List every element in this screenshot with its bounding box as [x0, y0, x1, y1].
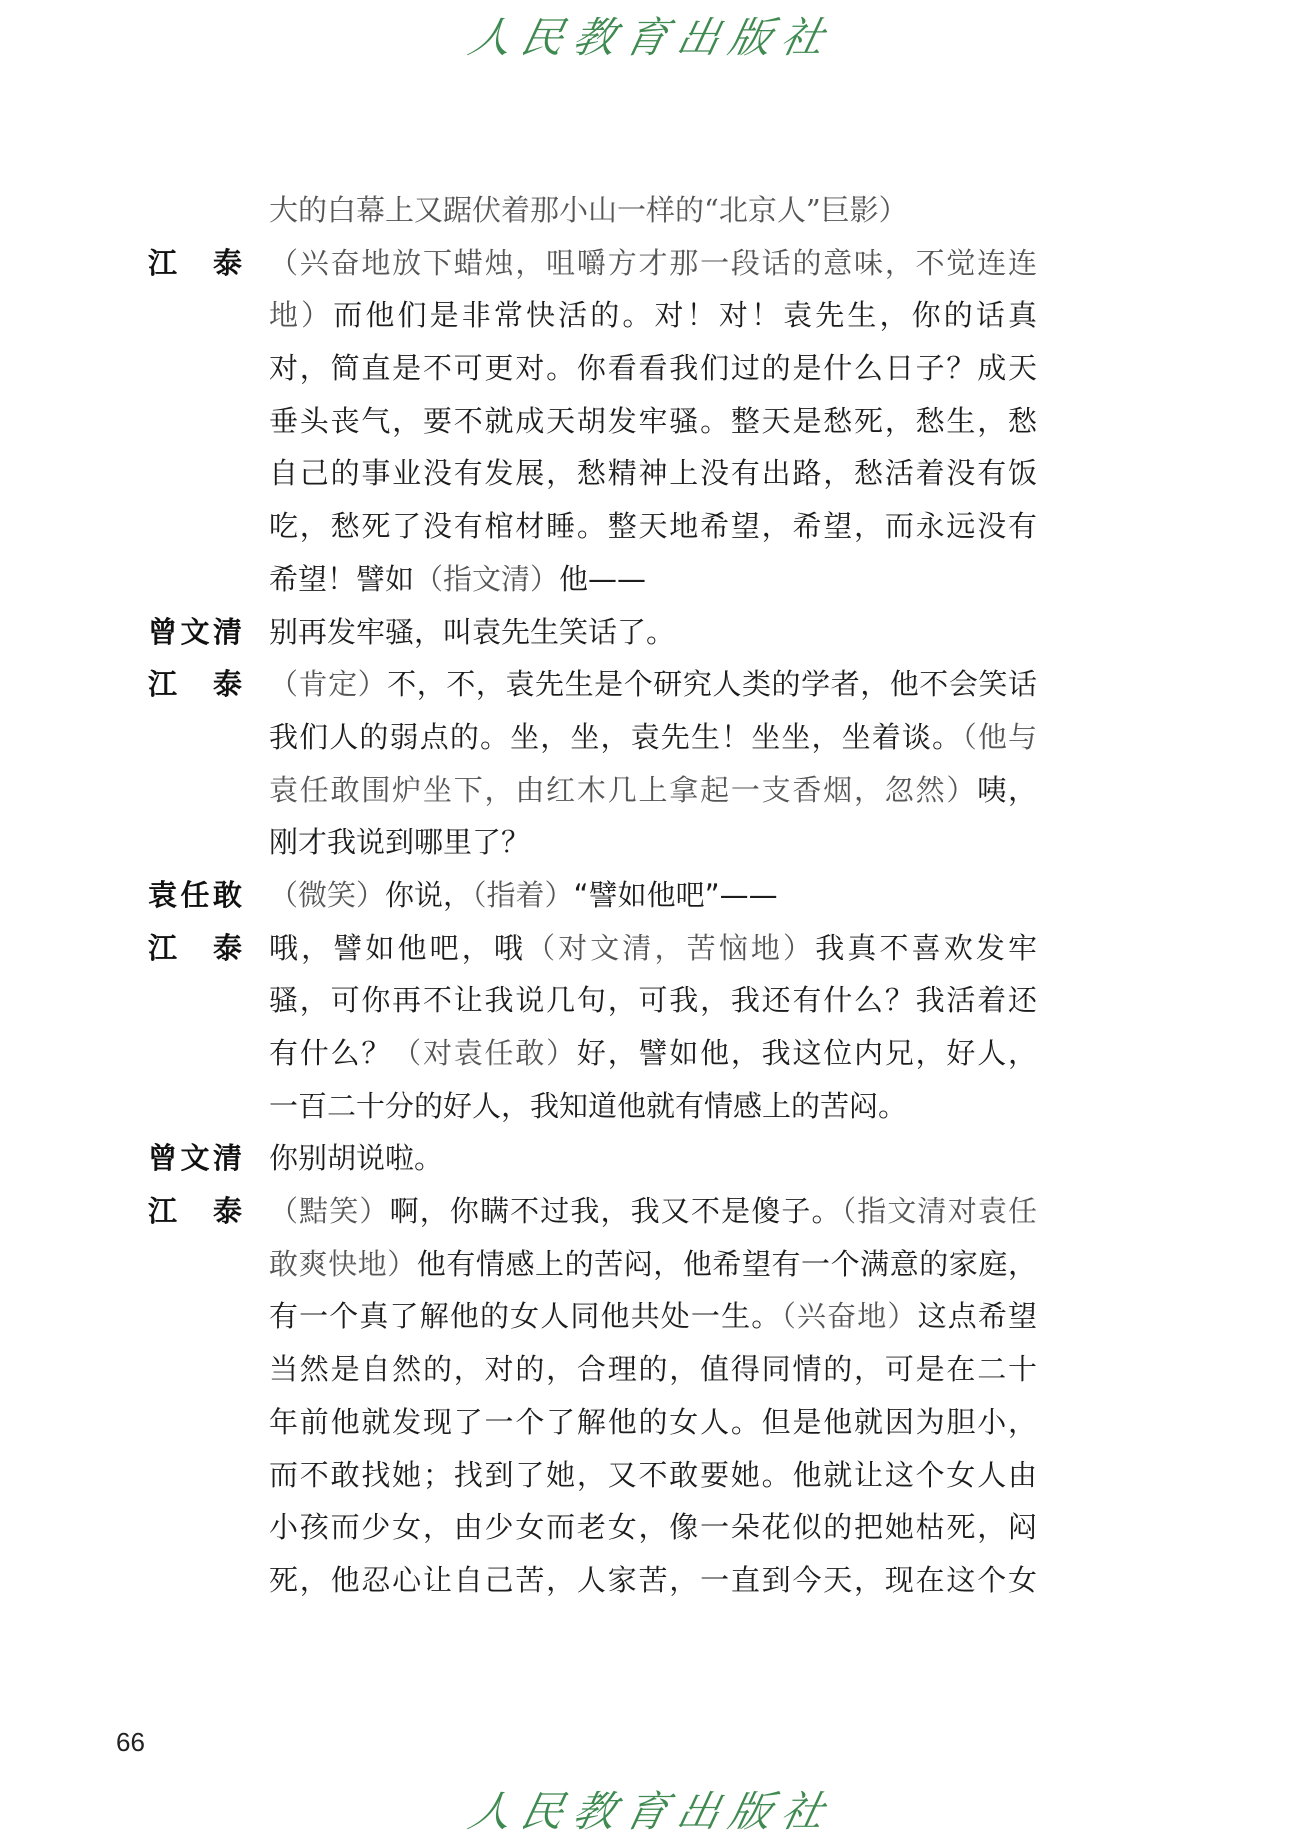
stage-direction: 地）	[269, 298, 334, 333]
text-line	[269, 500, 1037, 553]
speech-text: 而他们是非常快活的。对！对！袁先生，你的话真	[333, 298, 1037, 333]
dialogue-block	[148, 606, 1037, 659]
dialogue-lines	[269, 1132, 1037, 1185]
text-line	[269, 606, 1037, 659]
text-line	[269, 395, 1037, 448]
stage-direction: （对文清，苦恼地）	[526, 930, 816, 965]
dialogue-lines	[269, 658, 1037, 869]
stage-direction: （指文清对袁任	[841, 1194, 1037, 1229]
speech-text: 这点希望	[917, 1299, 1037, 1334]
speech-text: 我真不喜欢发牢	[815, 930, 1037, 965]
stage-direction: （兴奋地放下蜡烛，咀嚼方才那一段话的意味，不觉连连	[269, 245, 1037, 280]
text-line	[269, 658, 1037, 711]
speaker-name: 江 泰	[148, 930, 242, 965]
speech-text: 啊，你瞒不过我，我又不是傻子。	[389, 1194, 842, 1229]
text-line	[269, 1132, 1037, 1185]
speaker-name: 江 泰	[148, 667, 242, 702]
speech-text: 死，他忍心让自己苦，人家苦，一直到今天，现在这个女	[269, 1562, 1037, 1597]
speech-text: 自己的事业没有发展，愁精神上没有出路，愁活着没有饭	[269, 456, 1037, 491]
text-line	[269, 869, 1037, 922]
dialogue-lines	[269, 922, 1037, 1133]
text-line	[269, 237, 1037, 290]
text-line	[269, 1501, 1037, 1554]
speech-text: 哦，譬如他吧，哦	[269, 930, 527, 965]
speech-text: 他有情感上的苦闷，他希望有一个满意的家庭，	[416, 1246, 1037, 1281]
speech-text: 骚，可你再不让我说几句，可我，我还有什么？我活着还	[269, 983, 1037, 1018]
text-line	[269, 922, 1037, 975]
text-line	[269, 184, 1037, 237]
speech-text: 对，简直是不可更对。你看看我们过的是什么日子？成天	[269, 351, 1037, 386]
text-line	[269, 1396, 1037, 1449]
dialogue-lines	[269, 869, 1037, 922]
stage-direction: （兴奋地）	[781, 1299, 918, 1334]
publisher-logo-top: 人民教育出版社	[464, 13, 839, 62]
dialogue-lines	[269, 184, 1037, 237]
speaker-name: 袁任敢	[148, 877, 242, 912]
speech-text: 刚才我说到哪里了？	[269, 825, 531, 860]
text-line	[269, 974, 1037, 1027]
speech-text: 垂头丧气，要不就成天胡发牢骚。整天是愁死，愁生，愁	[269, 403, 1037, 438]
dialogue-block	[148, 869, 1037, 922]
speech-text: 有什么？	[269, 1036, 393, 1070]
dialogue-block	[148, 1132, 1037, 1185]
dialogue-lines	[269, 1185, 1037, 1607]
speech-text: 他——	[559, 561, 647, 596]
speech-text: 你说，	[385, 877, 473, 912]
dialogue-lines	[269, 606, 1037, 659]
speech-text: 小孩而少女，由少女而老女，像一朵花似的把她枯死，闷	[269, 1510, 1037, 1545]
text-line	[269, 447, 1037, 500]
text-line	[269, 553, 1037, 606]
speech-text: 年前他就发现了一个了解他的女人。但是他就因为胆小，	[269, 1404, 1037, 1439]
stage-direction: （黠笑）	[269, 1194, 390, 1229]
dialogue-block	[148, 922, 1037, 1133]
dialogue-block	[148, 184, 1037, 237]
stage-direction: （他与	[962, 719, 1037, 754]
text-line	[269, 1185, 1037, 1238]
text-line	[269, 1554, 1037, 1607]
speaker-name: 曾文清	[148, 1141, 242, 1176]
speech-text: 一百二十分的好人，我知道他就有情感上的苦闷。	[269, 1088, 908, 1123]
text-line	[269, 289, 1037, 342]
speech-text: 咦，	[977, 772, 1037, 807]
text-line	[269, 1343, 1037, 1396]
text-line	[269, 1238, 1037, 1291]
publisher-logo-bottom: 人民教育出版社	[464, 1787, 839, 1836]
speech-text: 不，不，袁先生是个研究人类的学者，他不会笑话	[387, 667, 1037, 702]
speech-text: 别再发牢骚，叫袁先生笑话了。	[269, 614, 676, 649]
stage-direction: 袁任敢围炉坐下，由红木几上拿起一支香烟，忽然）	[269, 772, 978, 807]
speaker-name: 江 泰	[148, 1194, 242, 1229]
stage-direction: 敢爽快地）	[269, 1246, 417, 1281]
speaker-name: 曾文清	[148, 614, 242, 649]
speech-text: 你别胡说啦。	[269, 1141, 444, 1176]
speech-text: 当然是自然的，对的，合理的，值得同情的，可是在二十	[269, 1352, 1037, 1387]
text-line	[269, 1449, 1037, 1502]
speech-text: 有一个真了解他的女人同他共处一生。	[269, 1299, 782, 1334]
stage-direction: （微笑）	[269, 877, 386, 912]
text-line	[269, 711, 1037, 764]
dialogue-block	[148, 658, 1037, 869]
dialogue-block	[148, 1185, 1037, 1607]
text-line	[269, 1080, 1037, 1133]
speech-text: “譬如他吧”——	[573, 877, 778, 912]
speech-text: 希望！譬如	[269, 561, 415, 596]
speech-text: 而不敢找她；找到了她，又不敢要她。他就让这个女人由	[269, 1457, 1037, 1492]
page-number: 66	[116, 1727, 145, 1757]
speech-text: 吃，愁死了没有棺材睡。整天地希望，希望，而永远没有	[269, 509, 1037, 544]
dialogue-block	[148, 237, 1037, 606]
stage-direction: 大的白幕上又踞伏着那小山一样的“北京人”巨影）	[269, 193, 908, 227]
stage-direction: （对袁任敢）	[392, 1036, 577, 1070]
dialogue-lines	[269, 237, 1037, 606]
stage-direction: （指文清）	[414, 561, 560, 596]
text-line	[269, 816, 1037, 869]
text-line	[269, 764, 1037, 817]
speech-text: 我们人的弱点的。坐，坐，袁先生！坐坐，坐着谈。	[269, 719, 963, 754]
stage-direction: （指着）	[472, 877, 574, 912]
speaker-name: 江 泰	[148, 245, 242, 280]
text-line	[269, 1027, 1037, 1080]
speech-text: 好，譬如他，我这位内兄，好人，	[576, 1036, 1037, 1070]
speaker-name	[148, 184, 242, 237]
stage-direction: （肯定）	[269, 667, 388, 702]
text-line	[269, 342, 1037, 395]
play-script-body	[148, 184, 1037, 1607]
text-line	[269, 1290, 1037, 1343]
